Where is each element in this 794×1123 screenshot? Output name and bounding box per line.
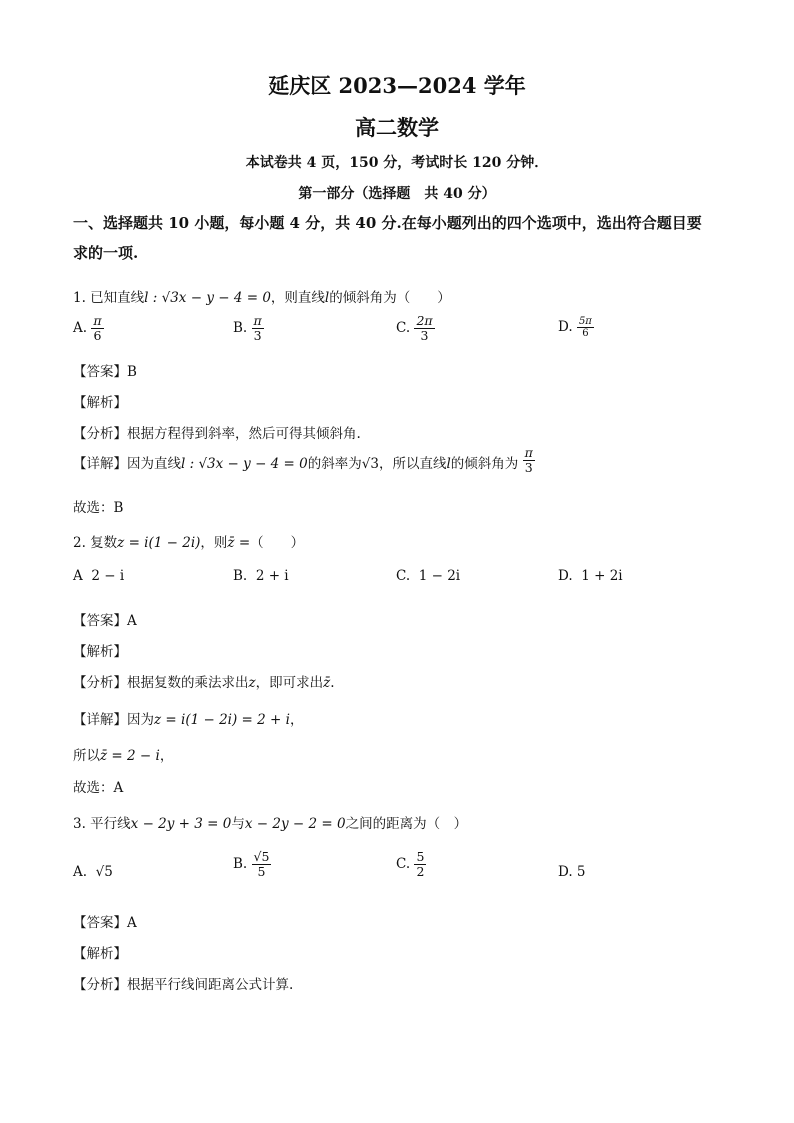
q2-analysis-label: 【解析】 (73, 644, 127, 660)
q1-final: 故选：B (73, 500, 124, 516)
q3-fenxi: 【分析】根据平行线间距离公式计算. (73, 977, 294, 993)
q1-l: l (324, 290, 330, 306)
q1-tail: 的倾斜角为（ ） (329, 290, 451, 306)
q3-analysis-label: 【解析】 (73, 946, 127, 962)
part-heading: 第一部分（选择题 共 40 分） (298, 186, 496, 202)
q2-answer: 【答案】A (73, 613, 137, 629)
section-line-2: 求的一项. (73, 244, 139, 262)
q1-option-a: A. $\frac{\pi}{6}$ (73, 313, 102, 343)
question-3: 3. 平行线x − 2y + 3 = 0与x − 2y − 2 = 0之间的距离为（ ） (73, 816, 468, 832)
q1-fenxi: 【分析】根据方程得到斜率，然后可得其倾斜角. (73, 426, 361, 442)
q2-fenxi: 【分析】根据复数的乘法求出z，即可求出z̄. (73, 675, 335, 691)
section-line-1: 一、选择题共 10 小题，每小题 4 分，共 40 分.在每小题列出的四个选项中，选出符合题目要 (73, 214, 702, 232)
q1-equation: l : √3x − y − 4 = 0 (144, 290, 271, 306)
q1-answer: 【答案】B (73, 364, 137, 380)
q2-final: 故选：A (73, 780, 124, 796)
q2-detail: 【详解】因为z = i(1 − 2i) = 2 + i， (73, 712, 304, 728)
q1-option-d: D. $\frac{5\pi}{6}$ (558, 316, 592, 339)
q1-prefix: 1. 已知直线 (73, 290, 145, 306)
q2-option-c: C. 1 − 2i (396, 568, 461, 584)
q1-option-c: C. $\frac{2\pi}{3}$ (396, 313, 433, 343)
q3-option-c: C. $\frac{5}{2}$ (396, 849, 425, 879)
q3-option-b: B. $\frac{√5}{5}$ (233, 849, 270, 879)
q1-option-b: B. $\frac{\pi}{3}$ (233, 313, 262, 343)
exam-subject: 高二数学 (355, 115, 439, 140)
q1-suffix: ，则直线 (270, 290, 325, 306)
q3-answer: 【答案】A (73, 915, 137, 931)
section-instructions (73, 208, 723, 268)
exam-title: 延庆区 2023—2024 学年 (268, 73, 526, 98)
q1-detail: 【详解】因为直线l : √3x − y − 4 = 0的斜率为√3，所以直线l的倾斜角为 $\frac{\pi}{3}$ (73, 445, 533, 475)
q2-so: 所以z̄ = 2 − i， (73, 748, 174, 764)
q2-option-a: A 2 − i (73, 568, 125, 584)
exam-info: 本试卷共 4 页，150 分，考试时长 120 分钟． (245, 155, 549, 171)
question-2: 2. 复数z = i(1 − 2i)，则z̄ =（ ） (73, 535, 305, 551)
q3-option-d: D. 5 (558, 864, 586, 880)
q2-option-b: B. 2 + i (233, 568, 289, 584)
q3-option-a: A. √5 (73, 864, 113, 880)
question-1 (73, 286, 451, 306)
q2-option-d: D. 1 + 2i (558, 568, 623, 584)
q1-analysis-label: 【解析】 (73, 395, 127, 411)
